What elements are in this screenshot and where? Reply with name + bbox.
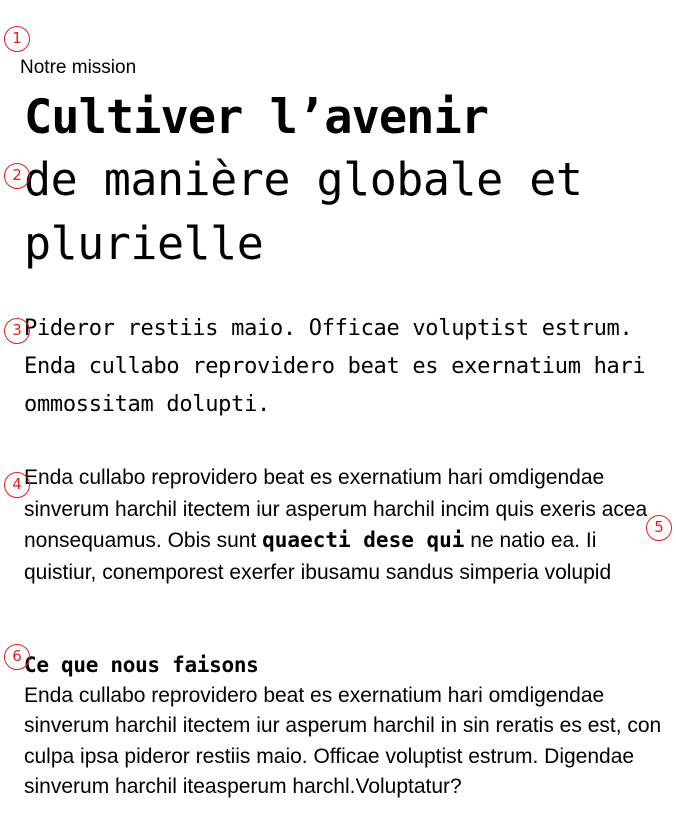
headline-strong: Cultiver l’avenir (24, 90, 489, 145)
annotation-marker-6: 6 (4, 644, 30, 670)
annotation-marker-1: 1 (4, 26, 30, 52)
body-text-before: Enda cullabo reprovidero beat es exernatium hari omdigendae sinverum harchil itectem iur asperum harchil incim quis exeris acea nonsequamus. Obis sunt (24, 466, 648, 552)
lead-paragraph: Pideror restiis maio. Officae voluptist estrum. Enda cullabo reprovidero beat es exernatium hari ommossitam dolupti. (24, 316, 646, 417)
annotation-marker-4: 4 (4, 472, 30, 498)
annotation-marker-2: 2 (4, 163, 30, 189)
eyebrow-label: Notre mission (20, 57, 137, 78)
section-body: Enda cullabo reprovidero beat es exernatium hari omdigendae sinverum harchil itectem iur asperum harchil in sin reratis es est, con culpa ipsa pideror restiis maio. Officae voluptist estrum. Digendae sinverum harchil iteasperum harchl.Voluptatur? (24, 684, 662, 798)
page-headline (24, 88, 664, 276)
body-paragraph (24, 462, 662, 588)
annotation-marker-3: 3 (4, 318, 30, 344)
body-text-after: ne natio ea. Ii quistiur, conemporest exerfer ibusamu sandus simperia volupid (24, 529, 612, 584)
section-title: Ce que nous faisons (24, 653, 259, 677)
annotation-marker-5: 5 (646, 515, 672, 541)
body-emphasis: quaecti dese qui (262, 528, 465, 552)
headline-light: de manière globale et plurielle (24, 153, 583, 270)
